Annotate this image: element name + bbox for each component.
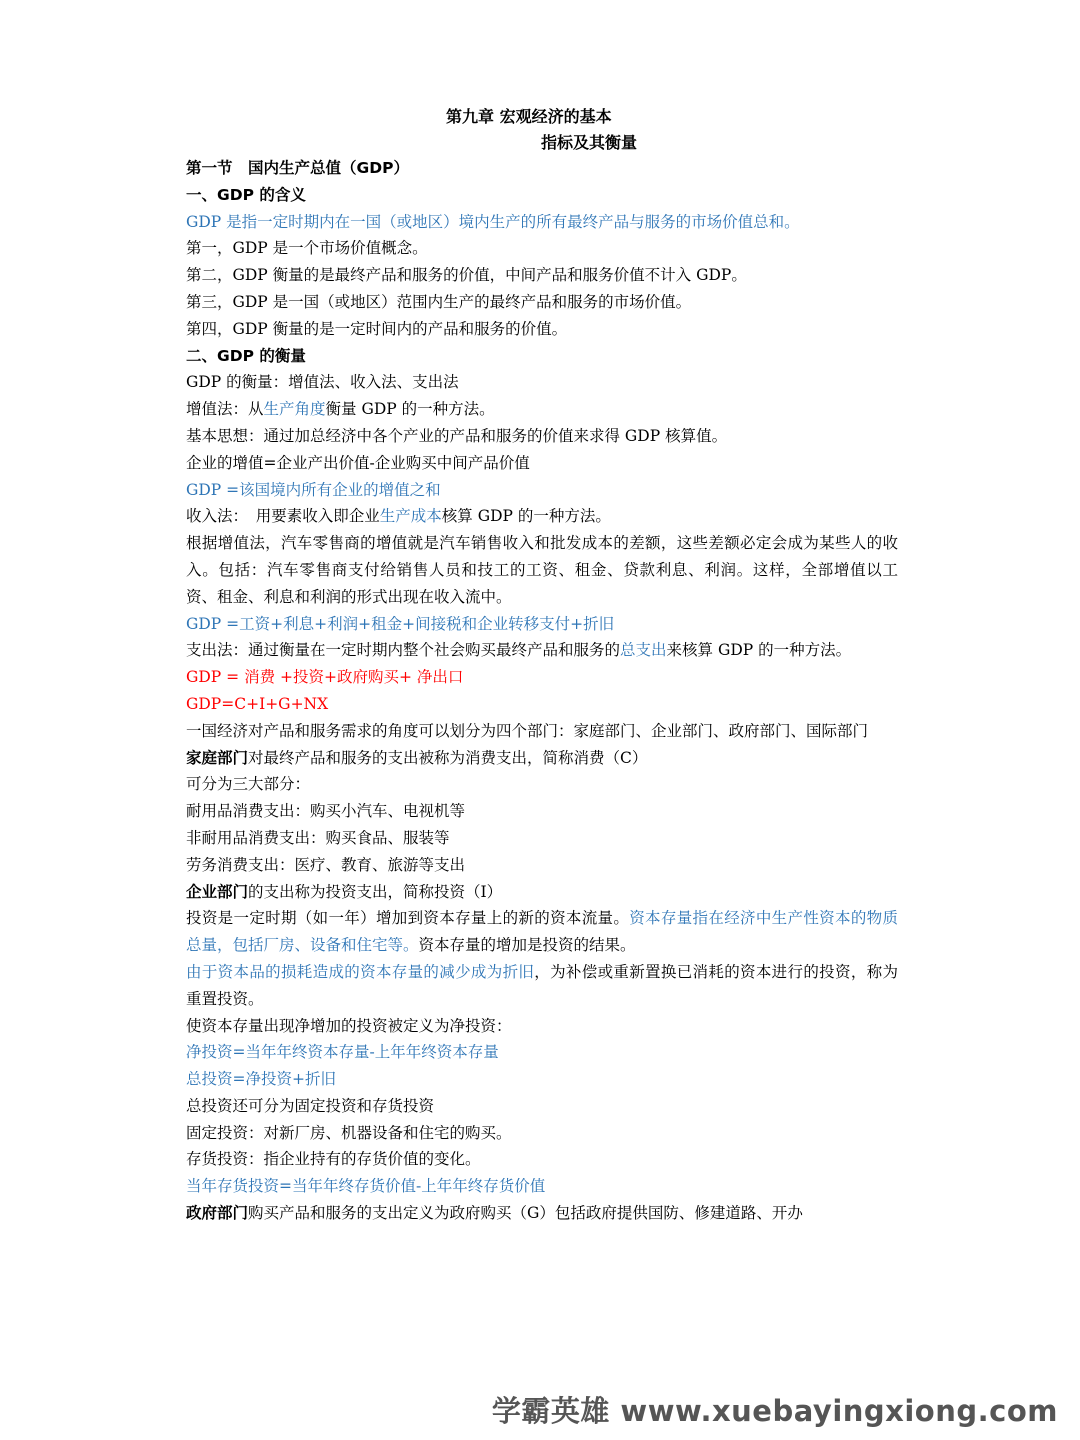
gdp-income-formula: GDP =工资+利息+利润+租金+间接税和企业转移支付+折旧 (186, 614, 615, 633)
government-sector (186, 1200, 898, 1227)
invest-text-a: 投资是一定时期（如一年）增加到资本存量上的新的资本流量。 (186, 909, 630, 928)
gov-label: 政府部门 (186, 1204, 249, 1223)
invest-text-c: 资本存量的增加是投资的结果。 (418, 936, 636, 955)
point-third: 第三，GDP 是一国（或地区）范围内生产的最终产品和服务的市场价值。 (186, 292, 692, 311)
income-highlight: 生产成本 (379, 507, 442, 526)
deprec-text-b: ，为补偿或重新置换已消耗的资本进行的投资，称为重置投资。 (186, 962, 898, 1008)
gov-text: 购买产品和服务的支出定义为政府购买（G）包括政府提供国防、修建道路、开办 (248, 1204, 803, 1223)
fixed-investment: 固定投资：对新厂房、机器设备和住宅的购买。 (186, 1123, 512, 1142)
gdp-definition: GDP 是指一定时期内在一国（或地区）境内生产的所有最终产品与服务的市场价值总和。 (186, 212, 800, 231)
firm-value-added: 企业的增值=企业产出价值-企业购买中间产品价值 (186, 453, 530, 472)
income-suffix: 核算 GDP 的一种方法。 (441, 507, 611, 526)
income-method (186, 503, 898, 530)
inventory-investment: 存货投资：指企业持有的存货价值的变化。 (186, 1150, 481, 1169)
firm-sector (186, 879, 898, 906)
household-sector (186, 745, 898, 772)
net-investment-formula: 净投资=当年年终资本存量-上年年终资本存量 (186, 1043, 499, 1062)
investment-paragraph (186, 905, 898, 959)
expend-suffix: 来核算 GDP 的一种方法。 (666, 641, 852, 660)
household-label: 家庭部门 (186, 748, 249, 767)
net-investment-def: 使资本存量出现净增加的投资被定义为净投资： (186, 1016, 512, 1035)
gross-investment-formula: 总投资=净投资+折旧 (186, 1070, 336, 1089)
inventory-formula: 当年存货投资=当年年终存货价值-上年年终存货价值 (186, 1177, 546, 1196)
value-added-prefix: 增值法：从 (186, 400, 264, 419)
basic-idea: 基本思想：通过加总经济中各个产业的产品和服务的价值来求得 GDP 核算值。 (186, 426, 728, 445)
services-spending: 劳务消费支出：医疗、教育、旅游等支出 (186, 855, 466, 874)
three-parts: 可分为三大部分： (186, 775, 311, 794)
site-watermark: 学霸英雄 www.xuebayingxiong.com (491, 1394, 1058, 1428)
point-first: 第一，GDP 是一个市场价值概念。 (186, 239, 428, 258)
subheading-measurement: 二、GDP 的衡量 (186, 346, 306, 365)
gdp-expenditure-formula: GDP = 消费 +投资+政府购买+ 净出口 (186, 668, 464, 687)
household-text: 对最终产品和服务的支出被称为消费支出，简称消费（C） (248, 748, 648, 767)
document-body (186, 155, 898, 1227)
invest-text-b: 资本存量指在经济中生产性资本的物质总量，包括厂房、设备和住宅等。 (186, 909, 898, 955)
income-prefix: 收入法： 用要素收入即企业 (186, 507, 380, 526)
section-heading: 第一节 国内生产总值（GDP） (186, 159, 409, 177)
value-added-highlight: 生产角度 (263, 400, 326, 419)
depreciation-paragraph (186, 959, 898, 1013)
point-fourth: 第四，GDP 衡量的是一定时间内的产品和服务的价值。 (186, 319, 568, 338)
measurement-methods: GDP 的衡量：增值法、收入法、支出法 (186, 373, 459, 392)
nondurable-goods: 非耐用品消费支出：购买食品、服装等 (186, 828, 450, 847)
expenditure-method (186, 637, 898, 664)
chapter-title: 第九章 宏观经济的基本 (446, 107, 612, 126)
point-second: 第二，GDP 衡量的是最终产品和服务的价值，中间产品和服务价值不计入 GDP。 (186, 266, 747, 285)
durable-goods: 耐用品消费支出：购买小汽车、电视机等 (186, 802, 466, 821)
chapter-subtitle: 指标及其衡量 (541, 133, 638, 152)
firm-label: 企业部门 (186, 882, 249, 901)
fixed-inventory: 总投资还可分为固定投资和存货投资 (186, 1096, 435, 1115)
subheading-meaning: 一、GDP 的含义 (186, 185, 306, 204)
income-paragraph: 根据增值法，汽车零售商的增值就是汽车销售收入和批发成本的差额，这些差额必定会成为某些人的收入。包括：汽车零售商支付给销售人员和技工的工资、租金、贷款利息、利润。这样，全部增值以工资、租金、利息和利润的形式出现在收入流中。 (186, 534, 898, 606)
expend-highlight: 总支出 (620, 641, 667, 660)
value-added-suffix: 衡量 GDP 的一种方法。 (325, 400, 495, 419)
expend-prefix: 支出法：通过衡量在一定时期内整个社会购买最终产品和服务的 (186, 641, 621, 660)
value-added-method (186, 396, 898, 423)
four-sectors: 一国经济对产品和服务需求的角度可以划分为四个部门：家庭部门、企业部门、政府部门、国际部门 (186, 721, 869, 740)
deprec-text-a: 由于资本品的损耗造成的资本存量的减少成为折旧 (186, 962, 535, 981)
firm-text: 的支出称为投资支出，简称投资（I） (248, 882, 503, 901)
gdp-sum-formula: GDP =该国境内所有企业的增值之和 (186, 480, 441, 499)
gdp-letter-formula: GDP=C+I+G+NX (186, 694, 329, 713)
